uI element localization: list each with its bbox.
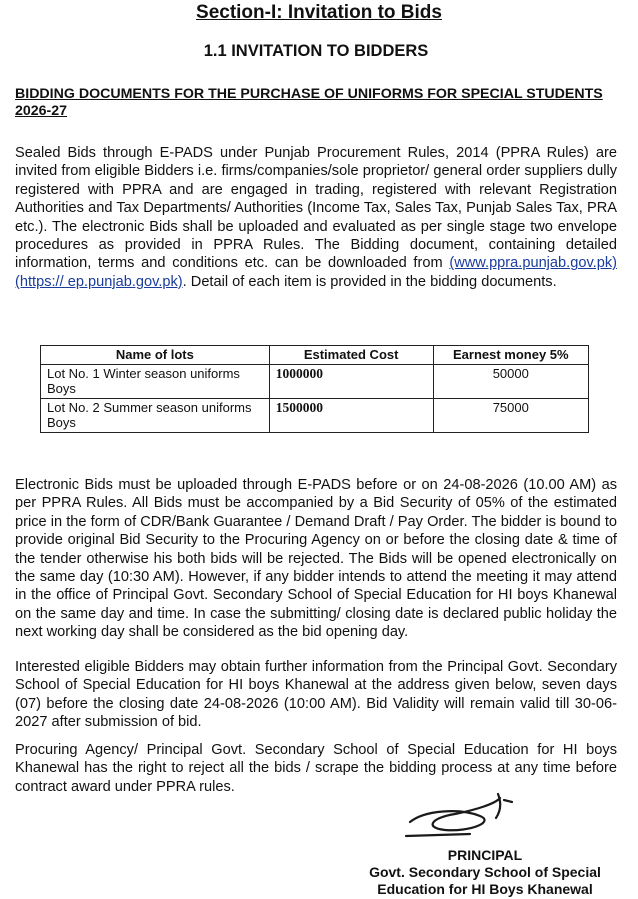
lot-earnest-money: 50000 [433, 364, 588, 398]
header-earnest-money: Earnest money 5% [433, 346, 588, 365]
sub-title: 1.1 INVITATION TO BIDDERS [203, 42, 429, 60]
intro-text: Sealed Bids through E-PADS under Punjab Procurement Rules, 2014 (PPRA Rules) are invited from eligible Bidders i.e. firms/companies/sole proprietor/ general order suppliers dully registered with PPRA and are engaged in trading, registered with relevant Registration Authorities and Tax Departments/ Authorities (Income Tax, Sales Tax, Punjab Sales Tax, PRA etc.). The electronic Bids shall be uploaded and evaluated as per single stage two envelope procedures as provided in PPRA Rules. The Bidding document, containing detailed information, terms and conditions etc. can be downloaded from [15, 145, 617, 272]
lots-table [40, 345, 589, 433]
table-row [41, 398, 589, 432]
document-heading: BIDDING DOCUMENTS FOR THE PURCHASE OF UNIFORMS FOR SPECIAL STUDENTS 2026-27 [15, 86, 603, 119]
intro-text-end: . Detail of each item is provided in the bidding documents. [182, 273, 557, 290]
header-name-of-lots: Name of lots [41, 346, 270, 365]
header-estimated-cost: Estimated Cost [269, 346, 433, 365]
lot-earnest-money: 75000 [433, 398, 588, 432]
lot-name: Lot No. 1 Winter season uniforms Boys [41, 364, 270, 398]
information-paragraph: Interested eligible Bidders may obtain further information from the Principal Govt. Secondary School of Special Education for HI boys Khanewal at the address given below, seven days (07) before the closing date 24-08-2026 (10:00 AM). Bid Validity will remain valid till 30-06-2027 after submission of bid. [15, 659, 617, 731]
signature-icon [400, 790, 520, 840]
lot-cost: 1000000 [269, 364, 433, 398]
rights-paragraph: Procuring Agency/ Principal Govt. Secondary School of Special Education for HI boys Khanewal has the right to reject all the bids / scrape the bidding process at any time before contract award under PPRA rules. [15, 742, 617, 795]
signatory-line-1: Govt. Secondary School of Special [369, 864, 601, 880]
signatory-title: PRINCIPAL [447, 847, 523, 863]
intro-paragraph [15, 144, 617, 291]
ppra-link[interactable]: (www.ppra.punjab.gov.pk) [449, 255, 617, 272]
lot-cost: 1500000 [269, 398, 433, 432]
table-header-row [41, 346, 589, 365]
submission-paragraph: Electronic Bids must be uploaded through E-PADS before or on 24-08-2026 (10.00 AM) as per PPRA Rules. All Bids must be accompanied by a Bid Security of 05% of the estimated price in the form of CDR/Bank Guarantee / Demand Draft / Pay Order. The bidder is bound to provide original Bid Security to the Procuring Agency on or before the closing date & time of the tender otherwise his both bids will be rejected. The Bids will be opened electronically on the same day (10:30 AM). However, if any bidder intends to attend the meeting it may attend in the office of Principal Govt. Secondary School of Special Education for HI boys Khanewal on the same day and time. In case the submitting/ closing date is declared public holiday the next working day shall be considered as the bid opening day. [15, 477, 617, 641]
signatory-block [340, 847, 630, 898]
epads-link[interactable]: (https:// ep.punjab.gov.pk) [15, 273, 183, 290]
table-row [41, 364, 589, 398]
section-title: Section-I: Invitation to Bids [196, 2, 442, 23]
lot-name: Lot No. 2 Summer season uniforms Boys [41, 398, 270, 432]
signatory-line-2: Education for HI Boys Khanewal [377, 881, 593, 897]
